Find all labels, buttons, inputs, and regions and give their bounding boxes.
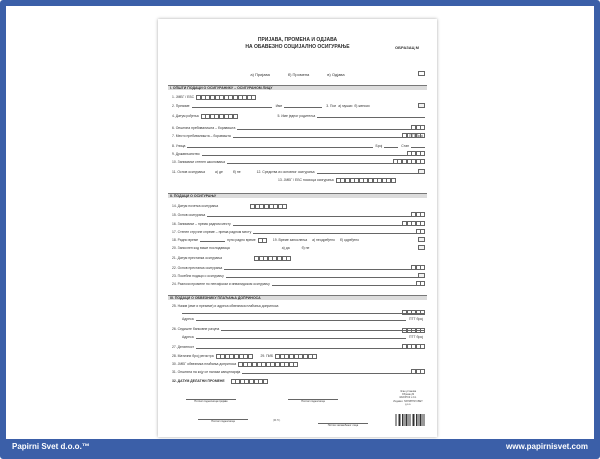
form-page [158,19,437,437]
footer-bar [6,439,594,453]
option-odjava[interactable]: в) Одјава [327,72,345,77]
reasons-input[interactable] [272,282,425,286]
street-input[interactable] [187,144,372,148]
field-end-date-label: 21. Датум престанка осигурања [172,256,223,260]
field-end-basis [172,265,425,271]
place-input[interactable] [233,134,406,138]
field-basis [172,169,425,175]
form-code: ОБРАЗАЦ М [395,45,419,50]
ins-basis-input[interactable] [207,213,425,217]
payer-jmbg-cells[interactable] [238,362,298,367]
field-start-date-label: 14. Датум почетка осигурања [172,204,219,208]
field-worktime-label: 18. Радно време [172,238,199,242]
multi-no[interactable]: б) не [301,246,310,250]
holder-jmbg-cells[interactable] [336,178,396,183]
field-ins-basis-label: 15. Основ осигурања [172,213,206,217]
field-ins-basis [172,212,425,218]
special-input[interactable] [226,274,425,278]
signature-authorized: Потпис овлашћеног лица [318,423,368,427]
field-street [172,143,425,149]
field-office [172,369,425,375]
footer-website[interactable]: www.papirnisvet.com [506,441,588,451]
parent-input[interactable] [317,114,425,118]
signature-line-left: Потпис подносиоца [198,419,248,423]
field-basis-label: 11. Основ осигурања [172,170,206,174]
signature-submitter: Потпис подносиоца [288,399,338,403]
employment-box[interactable] [418,237,425,242]
sex-box[interactable] [418,103,425,108]
change-date-cells[interactable] [231,379,268,384]
field-reg-number-label: 28. Матични број регистра [172,354,214,358]
jmbg-cells[interactable] [196,95,256,100]
field-place [172,133,425,139]
means-input[interactable] [317,170,425,174]
field-surname-label: 2. Презиме [172,104,190,108]
field-qualification [172,229,425,235]
barcode [395,414,425,426]
print-info-l3: ЗАКОНСК и Сл. [399,396,417,400]
apt-input[interactable] [411,144,425,148]
field-education [172,159,425,165]
field-end-date [172,255,425,261]
sex-female[interactable]: б) женски [354,104,370,108]
field-end-basis-label: 22. Основ престанка осигурања [172,266,223,270]
field-number-label: Број [375,144,383,148]
field-start-date [172,203,425,209]
employment-indefinite[interactable]: а) неодређено [312,238,335,242]
municipality-input[interactable] [237,126,425,130]
activity-code[interactable] [402,344,425,349]
form-title [158,37,437,50]
payer-name-input[interactable] [182,310,425,314]
multi-yes[interactable]: а) да [281,246,290,250]
print-info-l2: Образац М [401,393,415,397]
place-code[interactable] [402,133,425,138]
field-bank [172,326,425,332]
field-worktime [172,237,425,243]
reg-number-cells[interactable] [216,354,253,359]
surname-input[interactable] [192,104,272,108]
bank-ptt-label: ПТТ број [409,335,423,339]
field-reg-number [172,353,425,359]
pib-cells[interactable] [275,354,316,359]
option-prijava[interactable]: а) Пријава [250,72,270,77]
payer-ptt-label: ПТТ број [409,317,423,321]
field-parent-label: 5. Име једног родитеља [277,114,316,118]
field-name-label: Име [275,104,283,108]
print-info [391,390,425,406]
stamp-label: (М.П.) [273,419,281,422]
bank-address-label: Адреса [182,335,194,339]
field-occupation-label: 16. Занимање – према радном месту [172,222,231,226]
field-birthdate-label: 4. Датум рођења [172,114,199,118]
field-street-label: 8. Улица [172,144,186,148]
occupation-code[interactable] [402,221,425,226]
field-bank-address [182,334,425,340]
field-change-date-label: 32. ДАТУМ ДЕЛАТНИ ПРОМЕНЕ [172,379,225,383]
print-info-l1: Члан установа [399,390,417,393]
payer-name-line [182,309,425,315]
employment-definite[interactable]: б) одређено [339,238,360,242]
qualification-code[interactable] [416,229,425,234]
citizenship-code[interactable] [407,151,425,156]
field-education-label: 10. Занимање степен школовања [172,160,226,164]
sex-male[interactable]: а) мушки [338,104,353,108]
field-jmbg [172,94,425,100]
start-date-cells[interactable] [250,204,287,209]
section1-title: I. ОПШТИ ПОДАЦИ О ОСИГУРАНИКУ – ОСИГУРАНОМ ЛИЦУ [168,85,427,90]
end-basis-code[interactable] [411,265,425,270]
option-box[interactable] [418,71,425,76]
print-info-l4: Издавач: ПАПИРНИ СВЕТ д.о.о. [393,399,423,406]
field-qualification-label: 17. Степен стручне спреме – према радном месту [172,230,252,234]
reasons-code[interactable] [416,281,425,286]
field-payer-jmbg [172,361,425,367]
field-means-label: 12. Средства из основног осигурања [256,170,315,174]
office-code[interactable] [411,369,425,374]
field-change-date [172,378,425,384]
field-jmbg-label: 1. ЈМБГ / ЕБС [172,95,195,99]
bank-input[interactable] [221,327,425,331]
basis-yes[interactable]: а) де [215,170,223,174]
field-holder-jmbg [278,177,425,183]
footer-brand: Papirni Svet d.o.o.™ [12,441,90,451]
field-citizenship [172,151,425,157]
field-occupation [172,221,425,227]
field-employment-label: 19. Време запослења [272,238,308,242]
field-sex-label: 3. Пол [326,104,337,108]
field-pib-label: 29. ПИБ [260,354,274,358]
basis-no[interactable]: б) не [232,170,241,174]
office-input[interactable] [242,370,425,374]
field-activity [172,344,425,350]
education-code[interactable] [393,159,425,164]
payer-address-label: Адреса [182,317,194,321]
field-municipality-label: 6. Општина пребивалишта – боравишта [172,126,236,130]
field-special [172,273,425,279]
field-reasons-label: 24. Разлози промене по пензијском и инвалидском осигурању [172,282,270,286]
field-payer-name-label: 25. Назив (име и презиме) и адреса обвезника плаћања доприноса [172,304,279,308]
option-promena[interactable]: б) Промена [287,72,310,77]
ins-basis-code[interactable] [411,212,425,217]
payer-code[interactable] [402,310,425,315]
municipality-code[interactable] [411,125,425,130]
qualification-input[interactable] [253,230,425,234]
fulltime-label: пуно радно време [227,238,256,242]
multi-box[interactable] [418,245,425,250]
section2-title: II. ПОДАЦИ О ОСИГУРАЊУ [168,193,427,198]
field-activity-label: 27. Делатност [172,345,195,349]
field-payer-address [182,316,425,322]
number-input[interactable] [384,144,398,148]
bank-code[interactable] [402,328,425,333]
field-holder-jmbg-label: 13. ЈМБГ / ЕБС носиоца осигурања [278,178,334,182]
form-title-line1: ПРИЈАВА, ПРОМЕНА И ОДЈАВА [257,37,338,43]
field-birthdate [172,113,425,119]
form-title-line2: НА ОБАВЕЗНО СОЦИЈАЛНО ОСИГУРАЊЕ [245,43,350,50]
field-office-label: 31. Општина на коју се налази канцеларија [172,370,241,374]
field-municipality [172,125,425,131]
field-multi-employer [172,245,425,251]
form-options [158,72,437,77]
field-place-label: 7. Место пребивалишта – боравишта [172,134,231,138]
field-citizenship-label: 9. Држављанство [172,152,200,156]
activity-input[interactable] [196,345,425,349]
citizenship-input[interactable] [202,152,425,156]
field-ptt-label: ПТТ број [409,134,423,138]
field-reasons [172,281,425,287]
field-bank-label: 26. Седиште банковне рачуна [172,327,220,331]
occupation-input[interactable] [233,222,425,226]
birthdate-cells[interactable] [201,114,238,119]
payer-address-input[interactable] [196,317,406,321]
field-apt-label: Стан [401,144,409,148]
fulltime-cells[interactable] [258,238,267,243]
end-date-cells[interactable] [254,256,291,261]
section3-title: III. ПОДАЦИ О ОБВЕЗНИКУ ПЛАЋАЊА ДОПРИНОСА [168,295,427,300]
worktime-input[interactable] [200,238,225,242]
field-payer-jmbg-label: 30. ЈМБГ обвезника плаћања доприноса [172,362,237,366]
basis-box[interactable] [418,169,425,174]
bank-address-input[interactable] [196,335,406,339]
field-surname [172,103,425,109]
end-basis-input[interactable] [224,266,425,270]
name-input[interactable] [284,104,322,108]
field-multi-employer-label: 20. Запослен код више послодаваца [172,246,230,250]
field-special-label: 23. Посебни подаци о осигурању [172,274,224,278]
special-box[interactable] [418,273,425,278]
signature-applicant: Потпис подносиоца пријаве [186,399,236,403]
